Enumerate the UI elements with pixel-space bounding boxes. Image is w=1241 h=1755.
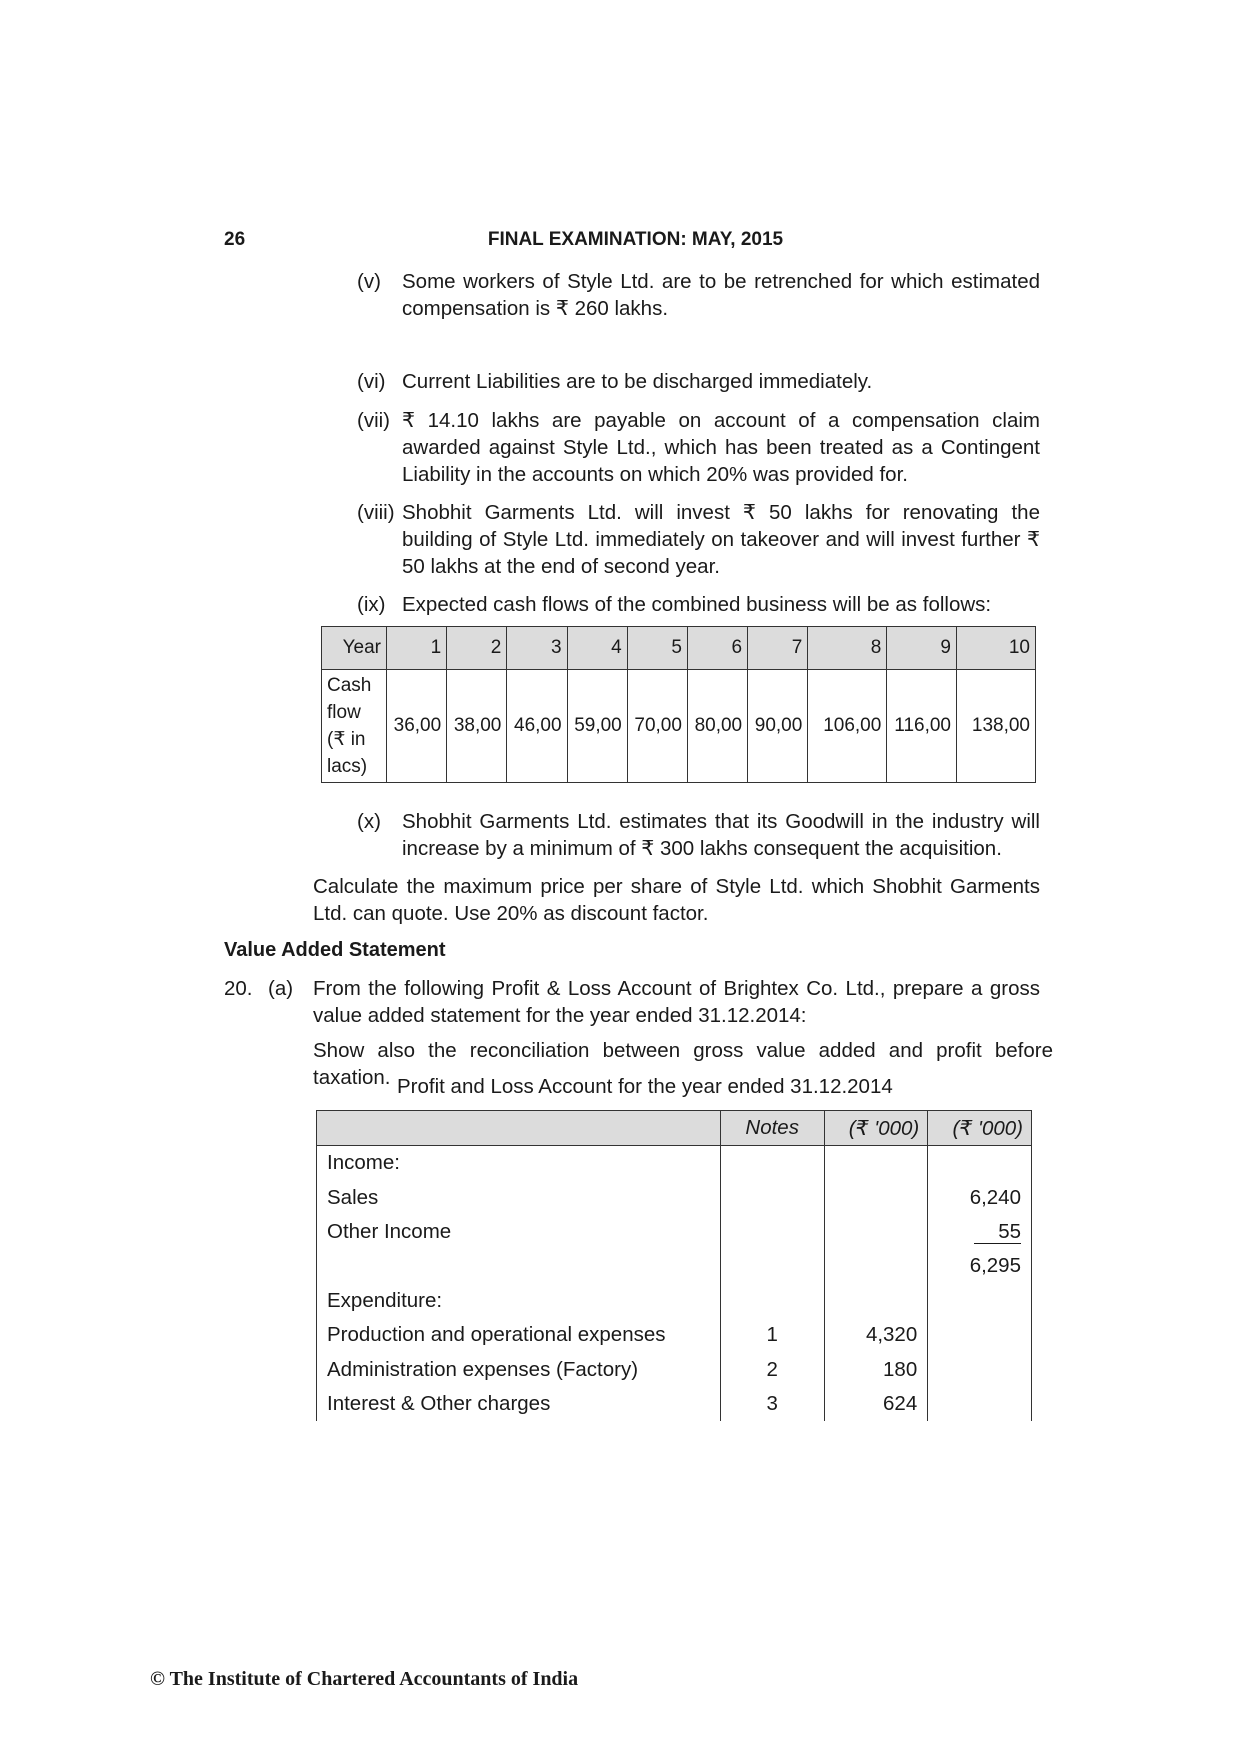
row-note: 1 [720, 1318, 824, 1352]
row-amount2 [928, 1387, 1032, 1421]
cash-flow-cell: 80,00 [687, 670, 747, 783]
row-label: Sales [317, 1180, 721, 1214]
item-number: (vii) [357, 409, 391, 432]
list-item-vi [357, 368, 1040, 395]
row-label: Administration expenses (Factory) [317, 1352, 721, 1386]
cash-flow-cell: 59,00 [567, 670, 627, 783]
question-show-also: Show also the reconciliation between gross value added and profit before taxation. [313, 1039, 1053, 1089]
item-text: Shobhit Garments Ltd. estimates that its Goodwill in the industry will increase by a minimum of ₹ 300 lakhs consequent the acquisition. [402, 810, 1040, 860]
cash-flow-cell: 38,00 [447, 670, 507, 783]
year-cell: 5 [627, 627, 687, 670]
row-amount1 [824, 1249, 928, 1283]
row-label [317, 1249, 721, 1283]
column-header-amount: (₹ '000) [928, 1111, 1032, 1146]
table-row [317, 1387, 1032, 1421]
item-number: (viii) [357, 501, 395, 524]
row-label: Expenditure: [317, 1284, 721, 1318]
cash-flow-cell: 106,00 [808, 670, 887, 783]
question-number: 20. [224, 977, 253, 1000]
table-row [317, 1180, 1032, 1214]
year-cell: 8 [808, 627, 887, 670]
row-amount1: 180 [824, 1352, 928, 1386]
year-cell: 4 [567, 627, 627, 670]
column-header-amount: (₹ '000) [824, 1111, 928, 1146]
year-cell: 2 [447, 627, 507, 670]
row-note [720, 1249, 824, 1283]
year-label: Year [322, 627, 387, 670]
cash-flow-cell: 116,00 [887, 670, 957, 783]
row-label: Income: [317, 1146, 721, 1181]
row-amount1 [824, 1180, 928, 1214]
cash-flow-cell: 46,00 [507, 670, 567, 783]
row-note: 3 [720, 1387, 824, 1421]
calculate-instruction: Calculate the maximum price per share of Style Ltd. which Shobhit Garments Ltd. can quote. Use 20% as discount factor. [313, 875, 1040, 925]
cash-flow-cell: 36,00 [387, 670, 447, 783]
table-row [317, 1318, 1032, 1352]
row-note [720, 1146, 824, 1181]
row-amount1: 624 [824, 1387, 928, 1421]
column-header [317, 1111, 721, 1146]
row-amount2 [928, 1215, 1032, 1249]
row-label: Interest & Other charges [317, 1387, 721, 1421]
table-row [317, 1249, 1032, 1283]
underlined-amount: 55 [974, 1221, 1021, 1244]
cash-flow-cell: 90,00 [748, 670, 808, 783]
section-heading: Value Added Statement [224, 939, 446, 961]
cash-flow-table [321, 626, 1036, 783]
item-number: (ix) [357, 593, 386, 616]
pl-account-table [316, 1110, 1032, 1421]
table-row [322, 627, 1036, 670]
row-note: 2 [720, 1352, 824, 1386]
cash-flow-label: Cash flow (₹ in lacs) [322, 670, 387, 783]
row-amount2: 6,295 [928, 1249, 1032, 1283]
table-row [317, 1146, 1032, 1181]
footer-copyright: © The Institute of Chartered Accountants of India [150, 1668, 579, 1690]
row-amount1 [824, 1146, 928, 1181]
running-head: FINAL EXAMINATION: MAY, 2015 [487, 229, 784, 250]
table-row [317, 1352, 1032, 1386]
item-number: (vi) [357, 370, 386, 393]
table-header-row [317, 1111, 1032, 1146]
row-amount1 [824, 1215, 928, 1249]
table-row [322, 670, 1036, 783]
page-number: 26 [224, 229, 246, 250]
list-item-viii [357, 499, 1040, 580]
table-row [317, 1284, 1032, 1318]
row-amount2: 6,240 [928, 1180, 1032, 1214]
row-amount1 [824, 1284, 928, 1318]
item-text: ₹ 14.10 lakhs are payable on account of a compensation claim awarded against Style Ltd., which has been treated as a Contingent Liability in the accounts on which 20% was provided for. [402, 409, 1040, 486]
year-cell: 9 [887, 627, 957, 670]
table-row [317, 1215, 1032, 1249]
list-item-v [357, 268, 1040, 322]
year-cell: 7 [748, 627, 808, 670]
question-part: (a) [268, 977, 294, 1000]
pl-account-title: Profit and Loss Account for the year ended 31.12.2014 [397, 1075, 893, 1098]
list-item-x [357, 808, 1040, 862]
row-amount2 [928, 1352, 1032, 1386]
item-number: (x) [357, 810, 381, 833]
row-amount2 [928, 1146, 1032, 1181]
row-label: Production and operational expenses [317, 1318, 721, 1352]
item-text: Expected cash flows of the combined business will be as follows: [402, 593, 992, 616]
column-header-notes: Notes [720, 1111, 824, 1146]
item-text: Some workers of Style Ltd. are to be retrenched for which estimated compensation is ₹ 260 lakhs. [402, 270, 1040, 320]
item-number: (v) [357, 270, 381, 293]
list-item-ix [357, 591, 1040, 618]
cash-flow-cell: 138,00 [957, 670, 1036, 783]
question-text: From the following Profit & Loss Account of Brightex Co. Ltd., prepare a gross value added statement for the year ended 31.12.2014: [313, 977, 1040, 1027]
year-cell: 1 [387, 627, 447, 670]
list-item-vii [357, 407, 1040, 488]
cash-flow-cell: 70,00 [627, 670, 687, 783]
row-amount2 [928, 1318, 1032, 1352]
row-amount1: 4,320 [824, 1318, 928, 1352]
row-note [720, 1284, 824, 1318]
row-note [720, 1215, 824, 1249]
year-cell: 10 [957, 627, 1036, 670]
year-cell: 6 [687, 627, 747, 670]
row-label: Other Income [317, 1215, 721, 1249]
item-text: Current Liabilities are to be discharged immediately. [402, 370, 873, 393]
item-text: Shobhit Garments Ltd. will invest ₹ 50 lakhs for renovating the building of Style Ltd. immediately on takeover and will invest further ₹ 50 lakhs at the end of second year. [402, 501, 1040, 578]
row-amount2 [928, 1284, 1032, 1318]
year-cell: 3 [507, 627, 567, 670]
row-note [720, 1180, 824, 1214]
